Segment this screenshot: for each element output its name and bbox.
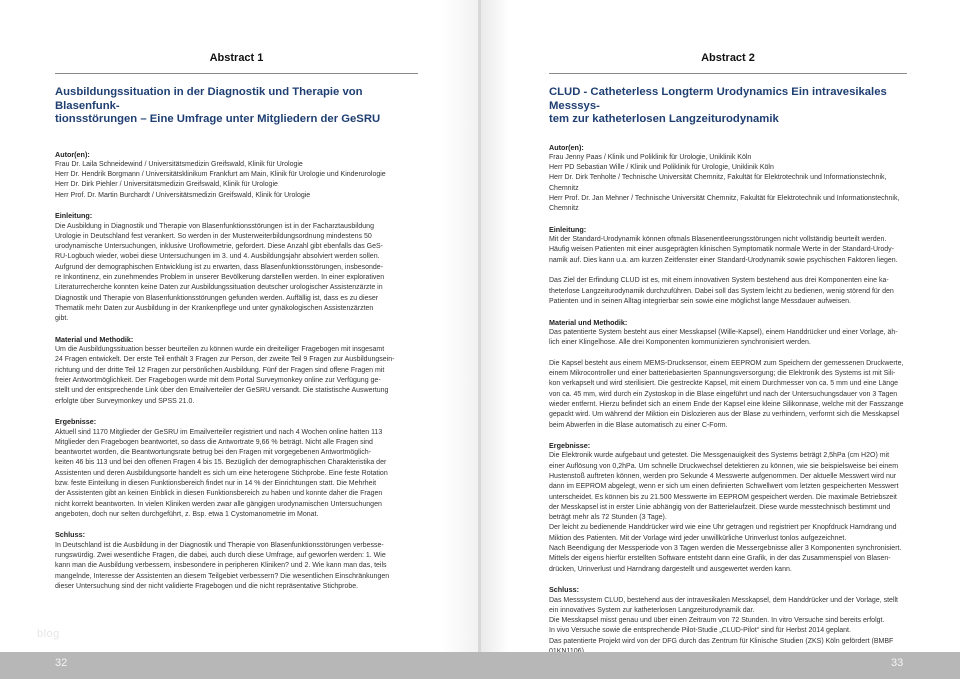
abstract-2-title: [549, 86, 907, 127]
body-text-line: beträgt mehr als 72 Stunden (3 Tage).: [549, 514, 667, 522]
section-spacer: [549, 431, 907, 441]
body-text-line: ein innovatives System zur katheterlosen Langzeiturodynamik dar.: [549, 606, 755, 614]
heading-rule: [55, 73, 418, 74]
body-text-line: Die Kapsel besteht aus einem MEMS-Drucksensor, einem EEPROM zum Speichern der gemessenen Druckwerte,: [549, 359, 904, 367]
body-text-line: der Assistenten gibt an keinen Einblick in diesen Funktionsbereich zu haben und konnte daher die Fragen: [55, 490, 383, 498]
page-number-right: 33: [891, 657, 904, 669]
body-text-line: wieder entfernt. Hierzu befindet sich an einem Ende der Kapsel eine kleine Silikonnase, welche mit der Fasszange: [549, 400, 904, 408]
abstract-1-title: [55, 86, 418, 127]
body-text-line: Thematik mehr Daten zur Ausbildung in der Krankenpflege und unter gynäkologischen Assistenzärzten: [55, 304, 374, 312]
footer-bar: [0, 652, 960, 679]
body-text-line: Herr Dr. Hendrik Borgmann / Universitätsklinikum Frankfurt am Main, Klinik für Urologie und Kinderurologie: [55, 171, 386, 179]
section-label: Einleitung:: [55, 211, 93, 221]
abstract-2-heading: Abstract 2: [701, 52, 755, 64]
body-text-line: Literaturrecherche konnten keine Daten zur Ausbildungssituation deutscher urologischer Assistenzärzte in: [55, 284, 383, 292]
heading-rule: [549, 73, 907, 74]
title-line: tem zur katheterlosen Langzeiturodynamik: [549, 113, 779, 125]
body-text-line: Herr Prof. Dr. Jan Mehner / Technische Universität Chemnitz, Fakultät für Elektrotechnik und Informationstechnik,: [549, 194, 900, 202]
title-line: CLUD - Catheterless Longterm Urodynamics Ein intravesikales Messsys-: [549, 86, 887, 112]
body-text-line: theterlose Langzeiturodynamik durchzuführen. Dabei soll das System leicht zu bedienen, wenig störend für den: [549, 287, 894, 295]
abstract-1-sections: [55, 150, 418, 593]
section-spacer: [549, 575, 907, 585]
body-text-line: nicht korrekt beantworten. In vielen Kliniken werden zwar alle gängigen urodynamischen Untersuchungen: [55, 500, 382, 508]
body-text-line: Herr Dr. Dirk Tenholte / Technische Universität Chemnitz, Fakultät für Elektrotechnik und Informationstechnik,: [549, 174, 887, 182]
body-text-line: richtung und der dritte Teil 12 Fragen zur persönlichen Ausbildung. Fünf der Fragen sind offene Fragen mit: [55, 366, 385, 374]
body-text-line: Urologie in Deutschland fest verankert. So werden in der Musterweiterbildungsordnung mindestens 50: [55, 232, 372, 240]
page-gutter: [478, 0, 481, 652]
body-text-line: urodynamische Untersuchungen, inklusive Uroflowmetrie, gefordert. Diese Anzahl gibt ebenfalls das GeS-: [55, 243, 384, 251]
section-spacer: [55, 520, 418, 530]
section-label: Material und Methodik:: [549, 317, 628, 327]
body-text-line: Hustenstoß auftreten können, werden pro Sekunde 4 Messwerte aufgenommen. Der aktuelle Messwert wird nur: [549, 473, 897, 480]
body-text-line: Herr Dr. Dirk Piehler / Universitätsmedizin Greifswald, Klinik für Urologie: [55, 181, 278, 189]
body-text-line: gepackt wird. Um während der Miktion ein Dislozieren aus der Blase zu verhindern, verformt sich die Messkapsel: [549, 411, 900, 419]
body-text-line: Das patentierte System besteht aus einer Messkapsel (Wille-Kapsel), einem Handdrücker und einer Vorlage, äh-: [549, 328, 898, 336]
title-line: tionsstörungen – Eine Umfrage unter Mitgliedern der GeSRU: [55, 113, 381, 125]
body-text-line: Das Messsystem CLUD, bestehend aus der intravesikalen Messkapsel, dem Handdrücker und der Vorlage, stellt: [549, 596, 898, 604]
body-text-line: angeboten, doch nur selten durchgeführt, z. Bsp. etwa 1 Cystomanometrie im Monat.: [55, 510, 319, 518]
body-text-line: Chemnitz: [549, 184, 579, 192]
body-text-line: kon verkapselt und wird sterilisiert. Die gestreckte Kapsel, mit einem Durchmesser von ca. 5 mm und eine Länge: [549, 380, 898, 388]
body-text-line: bzw. feste Einteilung in diesen Funktionsbereich findet nur in 14 % der Einrichtungen statt. Die Mehrheit: [55, 480, 377, 487]
body-text-line: Aktuell sind 1170 Mitglieder der GeSRU im Emailverteiler registriert und nach 4 Wochen online hatten 113: [55, 428, 383, 436]
body-text-line: Die Messkapsel misst genau und über einen Zeitraum von 72 Stunden. In vitro Versuche sind bereits erfolgt.: [549, 617, 885, 625]
page-number-left: 32: [55, 657, 68, 669]
body-text-line: lich einer Klingelhose. Alle drei Komponenten kommunizieren synchronisiert werden.: [549, 339, 811, 347]
body-text-line: Herr PD Sebastian Wille / Klinik und Poliklinik für Urologie, Uniklinik Köln: [549, 164, 774, 172]
body-text-line: Frau Dr. Laila Schneidewind / Universitätsmedizin Greifswald, Klinik für Urologie: [55, 160, 303, 168]
body-text-line: Mitglieder den Fragebogen beantwortet, so dass die Antwortrate 9,66 % beträgt. Nicht alle Fragen sind: [55, 438, 373, 446]
body-text-line: In vivo Versuche sowie die entsprechende Pilot-Studie „CLUD-Pilot“ sind für Herbst 2014 geplant.: [549, 627, 851, 635]
section-spacer: [55, 407, 418, 417]
body-text-line: Herr Prof. Dr. Martin Burchardt / Universitätsmedizin Greifswald, Klinik für Urologie: [55, 191, 311, 199]
body-text-line: Diagnostik und Therapie von Blasenfunktionsstörungen gefunden werden. Auffällig ist, dass es zu dieser: [55, 294, 379, 302]
body-text-line: 24 Fragen entwickelt. Der erste Teil enthält 3 Fragen zur Person, der zweite Teil 9 Fragen zur Ausbildungsein-: [55, 356, 395, 364]
body-text-line: kann man die Ausbildung verbessern, insbesondere in peripheren Kliniken? und 2. Wie kann man das, teils: [55, 562, 387, 570]
body-text-line: Patienten und in seinen Alltag integrierbar sein sowie eine möglichst lange Messdauer aufweisen.: [549, 297, 851, 305]
body-text-line: Mittels der eigens hierfür erstellten Software entsteht dann eine Grafik, in der das Zusammenspiel von Blasen-: [549, 555, 891, 563]
body-text-line: Mit der Standard-Urodynamik können oftmals Blasenentleerungsstörungen nicht vollständig beurteilt werden.: [549, 236, 887, 244]
watermark-text: blog: [37, 628, 60, 640]
body-text-line: drücken, Urinverlust und Harndrang dargestellt und ausgewertet werden kann.: [549, 565, 792, 573]
body-text-line: dann im EEPROM abgelegt, wenn er sich um einen definierten Schwellwert vom letzten gespeicherten Messwert: [549, 483, 899, 491]
section-label: Autor(en):: [549, 142, 584, 152]
body-text-line: Der leicht zu bedienende Handdrücker wird wie eine Uhr getragen und registriert per Knopfdruck Harndrang und: [549, 524, 897, 532]
body-text-line: unterscheidet. Es können bis zu 21.500 Messwerte im EEPROM gespeichert werden. Die maximale Betriebszeit: [549, 493, 897, 501]
body-text-line: Aufgrund der demographischen Entwicklung ist zu erwarten, dass Blasenfunktionsstörungen, insbesonde-: [55, 263, 384, 271]
body-text-line: von ca. 45 mm, wird durch ein Zystoskop in die Blase eingeführt und nach der Untersuchungsdauer von 3 Tagen: [549, 390, 898, 398]
paragraph-spacer: [549, 348, 907, 358]
section-spacer: [55, 325, 418, 335]
title-line: Ausbildungssituation in der Diagnostik und Therapie von Blasenfunk-: [55, 86, 363, 112]
section-label: Einleitung:: [549, 224, 587, 234]
section-spacer: [55, 201, 418, 211]
body-text-line: RU-Logbuch wieder, wobei diese Untersuchungen im 3. und 4. Ausbildungsjahr absolviert werden sollen.: [55, 253, 380, 261]
section-spacer: [549, 215, 907, 225]
body-text-line: Häufig weisen Patienten mit einer ausgeprägten klinischen Symptomatik normale Werte in der Standard-Urody-: [549, 246, 894, 254]
body-text-line: Um die Ausbildungssituation besser beurteilen zu können wurde ein dreiteiliger Fragebogen mit insgesamt: [55, 346, 385, 354]
body-text-line: Das patentierte Projekt wird von der DFG durch das Zentrum für Klinische Studien (ZKS) Köln gefördert (BMBF: [549, 637, 894, 645]
body-text-line: keiten 46 bis 113 und bei den offenen Fragen 4 bis 15. Bezüglich der demographischen Charakteristika der: [55, 459, 387, 467]
abstract-2-sections: [549, 143, 907, 658]
body-text-line: rungswürdig. Zwei wesentliche Fragen, die dabei, auch durch diese Umfrage, auf geworfen werden: 1. Wie: [55, 552, 386, 560]
body-text-line: Die Ausbildung in Diagnostik und Therapie von Blasenfunktionsstörungen ist in der Facharztausbildung: [55, 222, 374, 230]
abstract-2-column: [549, 52, 907, 657]
body-text-line: erfolgte über Surveymonkey und SPSS 21.0.: [55, 397, 195, 405]
body-text-line: der Messkapsel ist in erster Linie abhängig von der Batterielaufzeit. Diese wurde messtechnisch bestimmt und: [549, 503, 891, 511]
section-label: Schluss:: [55, 530, 85, 540]
body-text-line: dieser Untersuchung sind der nicht validierte Fragebogen und die nicht repräsentative Stichprobe.: [55, 582, 359, 590]
body-text-line: Nach Beendigung der Messperiode von 3 Tagen werden die Messergebnisse aller 3 Komponenten synchronisiert.: [549, 545, 902, 553]
body-text-line: mangelnde, Interesse der Assistenten an diesem Teilgebiet verbessern? Die wesentlichen Einschränkungen: [55, 572, 390, 580]
body-text-line: einer Auflösung von 0,2hPa. Um schnelle Druckwechsel detektieren zu können, wie sie beispielsweise bei einem: [549, 462, 899, 470]
body-text-line: namik auf. Dies kann u.a. am kurzen Zeitfenster einer Standard-Urodynamik sowie psychischen Faktoren liegen.: [549, 256, 898, 264]
abstract-1-heading: Abstract 1: [209, 52, 264, 64]
body-text-line: stellt und der entsprechende Link über den Emailverteiler der GeSRU versandt. Die statistische Auswertung: [55, 387, 389, 395]
section-spacer: [549, 307, 907, 317]
section-label: Schluss:: [549, 585, 579, 595]
body-text-line: einem Mikrocontroller und einer batteriebasierten Spannungsversorgung; die Elektronik des Systems ist mit Sili-: [549, 370, 896, 378]
section-label: Ergebnisse:: [549, 441, 591, 451]
body-text-line: Assistenten und deren Ausbildungsorte handelt es sich um eine heterogene Stichprobe. Eine feste Rotation: [55, 469, 388, 477]
section-label: Ergebnisse:: [55, 417, 97, 427]
body-text-line: beim Abwerfen in die Blase automatisch zu einer C-Form.: [549, 421, 728, 429]
section-label: Autor(en):: [55, 149, 90, 159]
body-text-line: beantwortet worden, die Beantwortungsrate betrug bei den Fragen mit vorgegebenen Antwortmöglich-: [55, 449, 371, 457]
body-text-line: freier Antwortmöglichkeit. Der Fragebogen wurde mit dem Portal Surveymonkey online zur Verfügung ge-: [55, 377, 381, 385]
body-text-line: In Deutschland ist die Ausbildung in der Diagnostik und Therapie von Blasenfunktionsstörungen verbesse-: [55, 541, 384, 549]
body-text-line: Frau Jenny Paas / Klinik und Poliklinik für Urologie, Uniklinik Köln: [549, 153, 752, 161]
body-text-line: re Inkontinenz, ein zunehmendes Problem in unserer Bevölkerung darstellen werden. In einer explorativen: [55, 274, 385, 282]
body-text-line: Die Elektronik wurde aufgebaut und getestet. Die Messgenauigkeit des Systems beträgt 2,5hPa (cm H2O) mit: [549, 452, 890, 460]
paragraph-spacer: [549, 266, 907, 276]
body-text-line: Das Ziel der Erfindung CLUD ist es, mit einem innovativen System bestehend aus drei Komponenten eine ka-: [549, 277, 889, 285]
body-text-line: gibt.: [55, 315, 69, 323]
section-label: Material und Methodik:: [55, 334, 134, 344]
body-text-line: Miktion des Patienten. Mit der Vorlage wird jeder unwillkürliche Urinverlust tonlos aufgezeichnet.: [549, 534, 847, 542]
abstract-1-column: [55, 52, 418, 592]
body-text-line: Chemnitz: [549, 205, 579, 213]
